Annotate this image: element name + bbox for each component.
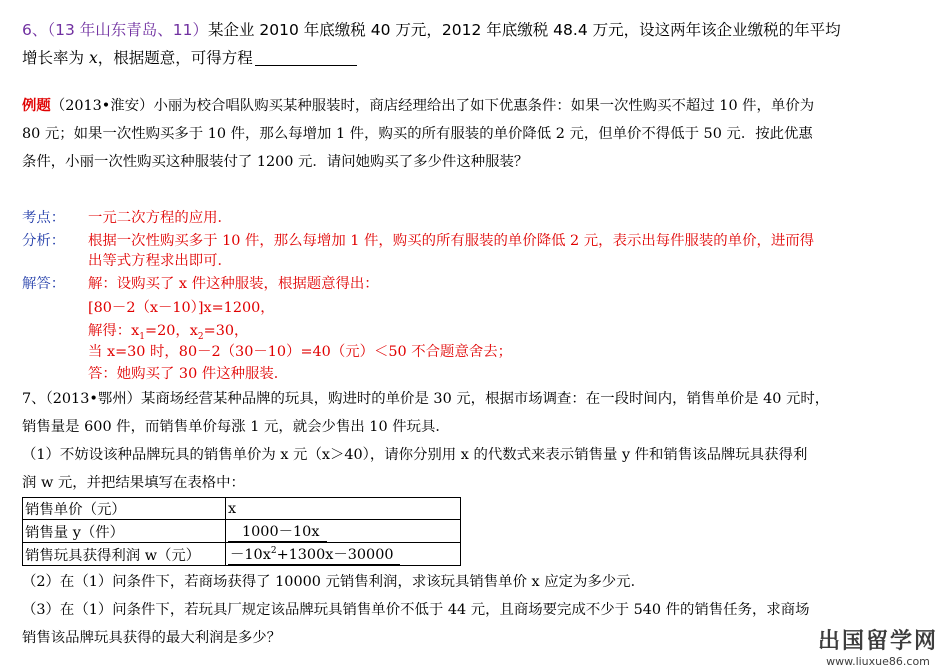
profit-expr-sup: 2 xyxy=(270,546,277,557)
example-line2: 80 元；如果一次性购买多于 10 件，那么每增加 1 件，购买的所有服装的单价降低 2 元，但单价不得低于 50 元．按此优惠 xyxy=(22,126,813,142)
q6-line2-text-a: 增长率为 xyxy=(22,49,89,67)
example-line3: 条件，小丽一次性购买这种服装付了 1200 元．请问她购买了多少件这种服装？ xyxy=(22,154,529,170)
jieda-line3-a: 解得：x xyxy=(88,323,140,339)
q7-part2: （2）在（1）问条件下，若商场获得了 10000 元销售利润，求该玩具销售单价 x 应定为多少元． xyxy=(22,574,645,590)
jieda-line1: 解：设购买了 x 件这种服装，根据题意得出： xyxy=(88,276,379,292)
kaodian-text: 一元二次方程的应用． xyxy=(88,210,232,226)
jieda-line2: [80－2（x－10）]x=1200， xyxy=(88,300,275,316)
watermark-title: 出国留学网 xyxy=(817,629,938,654)
q7-line1: 7、（2013•鄂州）某商场经营某种品牌的玩具，购进时的单价是 30 元，根据市场调查：在一段时间内，销售单价是 40 元时， xyxy=(22,391,830,407)
table-row xyxy=(23,543,461,566)
jieda-label: 解答： xyxy=(22,276,66,292)
q7-part1-line2: 润 w 元，并把结果填写在表格中： xyxy=(22,475,245,491)
table-row xyxy=(23,498,461,520)
jieda-line5: 答：她购买了 30 件这种服装． xyxy=(88,366,289,382)
q6-line1-text: 某企业 2010 年底缴税 40 万元，2012 年底缴税 48.4 万元，设这两年该企业缴税的年平均 xyxy=(208,21,841,39)
q6-line2-text-b: ，根据题意，可得方程 xyxy=(97,49,253,67)
table-row xyxy=(23,520,461,543)
q6-line2 xyxy=(22,46,357,68)
jieda-sub2: 2 xyxy=(197,331,204,342)
table-cell-label: 销售单价（元） xyxy=(23,498,226,520)
fenxi-label: 分析： xyxy=(22,233,66,249)
kaodian-label: 考点： xyxy=(22,210,66,226)
table-cell-value xyxy=(226,543,461,566)
q6-number-source: 6、（13 年山东青岛、11） xyxy=(22,21,208,39)
example-line1 xyxy=(22,94,814,115)
example-line1-text: （2013•淮安）小丽为校合唱队购买某种服装时，商店经理给出了如下优惠条件：如果一次性购买不超过 10 件，单价为 xyxy=(50,98,815,114)
fenxi-line1: 根据一次性购买多于 10 件，那么每增加 1 件，购买的所有服装的单价降低 2 元，表示出每件服装的单价，进而得 xyxy=(88,233,815,249)
table-cell-value xyxy=(226,520,461,543)
q7-line2: 销售量是 600 件，而销售单价每涨 1 元，就会少售出 10 件玩具． xyxy=(22,419,450,435)
jieda-sub1: 1 xyxy=(139,331,146,342)
jieda-line3-c: =30， xyxy=(203,323,249,339)
profit-expr-a: －10x xyxy=(230,547,271,563)
site-watermark xyxy=(818,624,938,668)
q7-part3-line2: 销售该品牌玩具获得的最大利润是多少？ xyxy=(22,630,282,646)
table-cell-label: 销售量 y（件） xyxy=(23,520,226,543)
q6-variable: x xyxy=(88,49,98,67)
table-value-underlined xyxy=(228,543,400,565)
q6-answer-blank[interactable] xyxy=(255,51,357,66)
table-cell-label: 销售玩具获得利润 w（元） xyxy=(23,543,226,566)
q7-part3-line1: （3）在（1）问条件下，若玩具厂规定该品牌玩具销售单价不低于 44 元，且商场要完成不少于 540 件的销售任务，求商场 xyxy=(22,602,810,618)
table-cell-value: x xyxy=(226,498,461,520)
profit-expr-b: +1300x－30000 xyxy=(276,547,394,563)
jieda-line3-b: =20，x xyxy=(145,323,198,339)
jieda-line4: 当 x=30 时，80－2（30－10）=40（元）＜50 不合题意舍去； xyxy=(88,344,513,360)
table-value-underlined: 1000－10x xyxy=(228,520,327,542)
answer-table xyxy=(22,497,461,566)
watermark-url: www.liuxue86.com xyxy=(826,655,930,668)
fenxi-line2: 出等式方程求出即可． xyxy=(88,253,232,269)
q6-line1 xyxy=(22,18,841,40)
jieda-line3 xyxy=(88,319,248,342)
example-label: 例题 xyxy=(22,98,51,114)
q7-part1-line1: （1）不妨设该种品牌玩具的销售单价为 x 元（x＞40），请你分别用 x 的代数式来表示销售量 y 件和销售该品牌玩具获得利 xyxy=(22,447,808,463)
